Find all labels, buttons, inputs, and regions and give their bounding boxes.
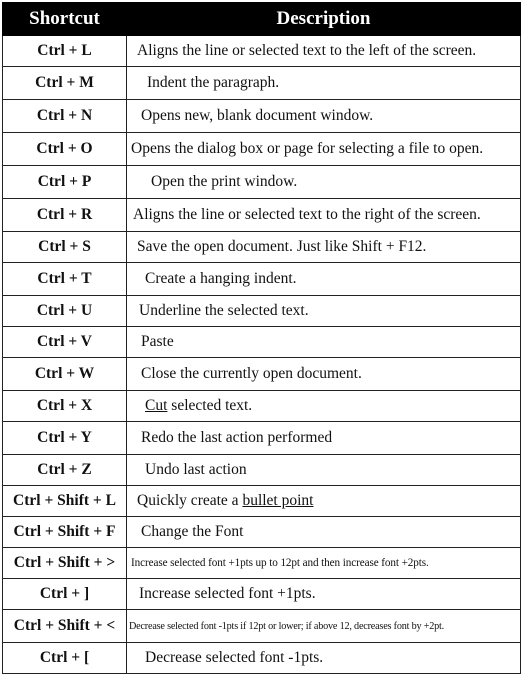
shortcut-description: Increase selected font +1pts up to 12pt and then increase font +2pts. <box>127 548 521 579</box>
shortcut-key: Ctrl + Shift + L <box>3 486 127 517</box>
shortcut-description: Decrease selected font -1pts. <box>127 643 521 674</box>
shortcut-key: Ctrl + U <box>3 296 127 327</box>
header-shortcut: Shortcut <box>3 3 127 36</box>
shortcut-description: Decrease selected font -1pts if 12pt or lower; if above 12, decreases font by +2pt. <box>127 610 521 643</box>
table-row <box>3 610 521 643</box>
shortcut-key: Ctrl + Z <box>3 455 127 486</box>
table-row <box>3 391 521 422</box>
shortcut-description: Underline the selected text. <box>127 296 521 327</box>
shortcut-key: Ctrl + O <box>3 133 127 166</box>
shortcut-description <box>127 486 521 517</box>
shortcut-key: Ctrl + W <box>3 358 127 391</box>
table-row <box>3 133 521 166</box>
shortcut-key: Ctrl + L <box>3 36 127 67</box>
shortcut-description: Close the currently open document. <box>127 358 521 391</box>
shortcut-key: Ctrl + X <box>3 391 127 422</box>
table-row <box>3 358 521 391</box>
shortcut-key: Ctrl + ] <box>3 579 127 610</box>
table-row <box>3 232 521 263</box>
shortcut-description: Paste <box>127 327 521 358</box>
description-text: Quickly create a <box>137 492 243 509</box>
shortcut-description: Create a hanging indent. <box>127 263 521 296</box>
shortcut-description: Opens the dialog box or page for selecting a file to open. <box>127 133 521 166</box>
shortcut-description: Undo last action <box>127 455 521 486</box>
shortcut-description: Change the Font <box>127 517 521 548</box>
table-row <box>3 67 521 100</box>
shortcut-key: Ctrl + Shift + > <box>3 548 127 579</box>
table-row <box>3 166 521 199</box>
shortcut-description: Increase selected font +1pts. <box>127 579 521 610</box>
shortcut-key: Ctrl + [ <box>3 643 127 674</box>
table-row <box>3 263 521 296</box>
table-row <box>3 36 521 67</box>
table-row <box>3 327 521 358</box>
shortcut-description <box>127 391 521 422</box>
table-row <box>3 296 521 327</box>
header-description: Description <box>127 3 521 36</box>
table-row <box>3 643 521 674</box>
table-row <box>3 579 521 610</box>
shortcut-description: Aligns the line or selected text to the left of the screen. <box>127 36 521 67</box>
shortcut-key: Ctrl + M <box>3 67 127 100</box>
shortcut-description: Redo the last action performed <box>127 422 521 455</box>
table-row <box>3 486 521 517</box>
table-row <box>3 422 521 455</box>
shortcut-key: Ctrl + V <box>3 327 127 358</box>
table-row <box>3 548 521 579</box>
header-row <box>3 3 521 36</box>
shortcut-description: Opens new, blank document window. <box>127 100 521 133</box>
shortcut-key: Ctrl + Y <box>3 422 127 455</box>
shortcut-key: Ctrl + Shift + F <box>3 517 127 548</box>
bullet-point-link[interactable]: bullet point <box>242 492 314 509</box>
shortcut-key: Ctrl + S <box>3 232 127 263</box>
table-row <box>3 455 521 486</box>
shortcut-key: Ctrl + P <box>3 166 127 199</box>
shortcut-key: Ctrl + Shift + < <box>3 610 127 643</box>
shortcut-table <box>2 2 521 674</box>
shortcut-description: Indent the paragraph. <box>127 67 521 100</box>
shortcut-key: Ctrl + N <box>3 100 127 133</box>
shortcut-key: Ctrl + T <box>3 263 127 296</box>
shortcut-description: Save the open document. Just like Shift + F12. <box>127 232 521 263</box>
shortcut-key: Ctrl + R <box>3 199 127 232</box>
table-row <box>3 199 521 232</box>
shortcut-description: Aligns the line or selected text to the right of the screen. <box>127 199 521 232</box>
table-row <box>3 517 521 548</box>
shortcut-description: Open the print window. <box>127 166 521 199</box>
table-row <box>3 100 521 133</box>
description-text: selected text. <box>167 397 253 414</box>
cut-link[interactable]: Cut <box>145 397 168 414</box>
